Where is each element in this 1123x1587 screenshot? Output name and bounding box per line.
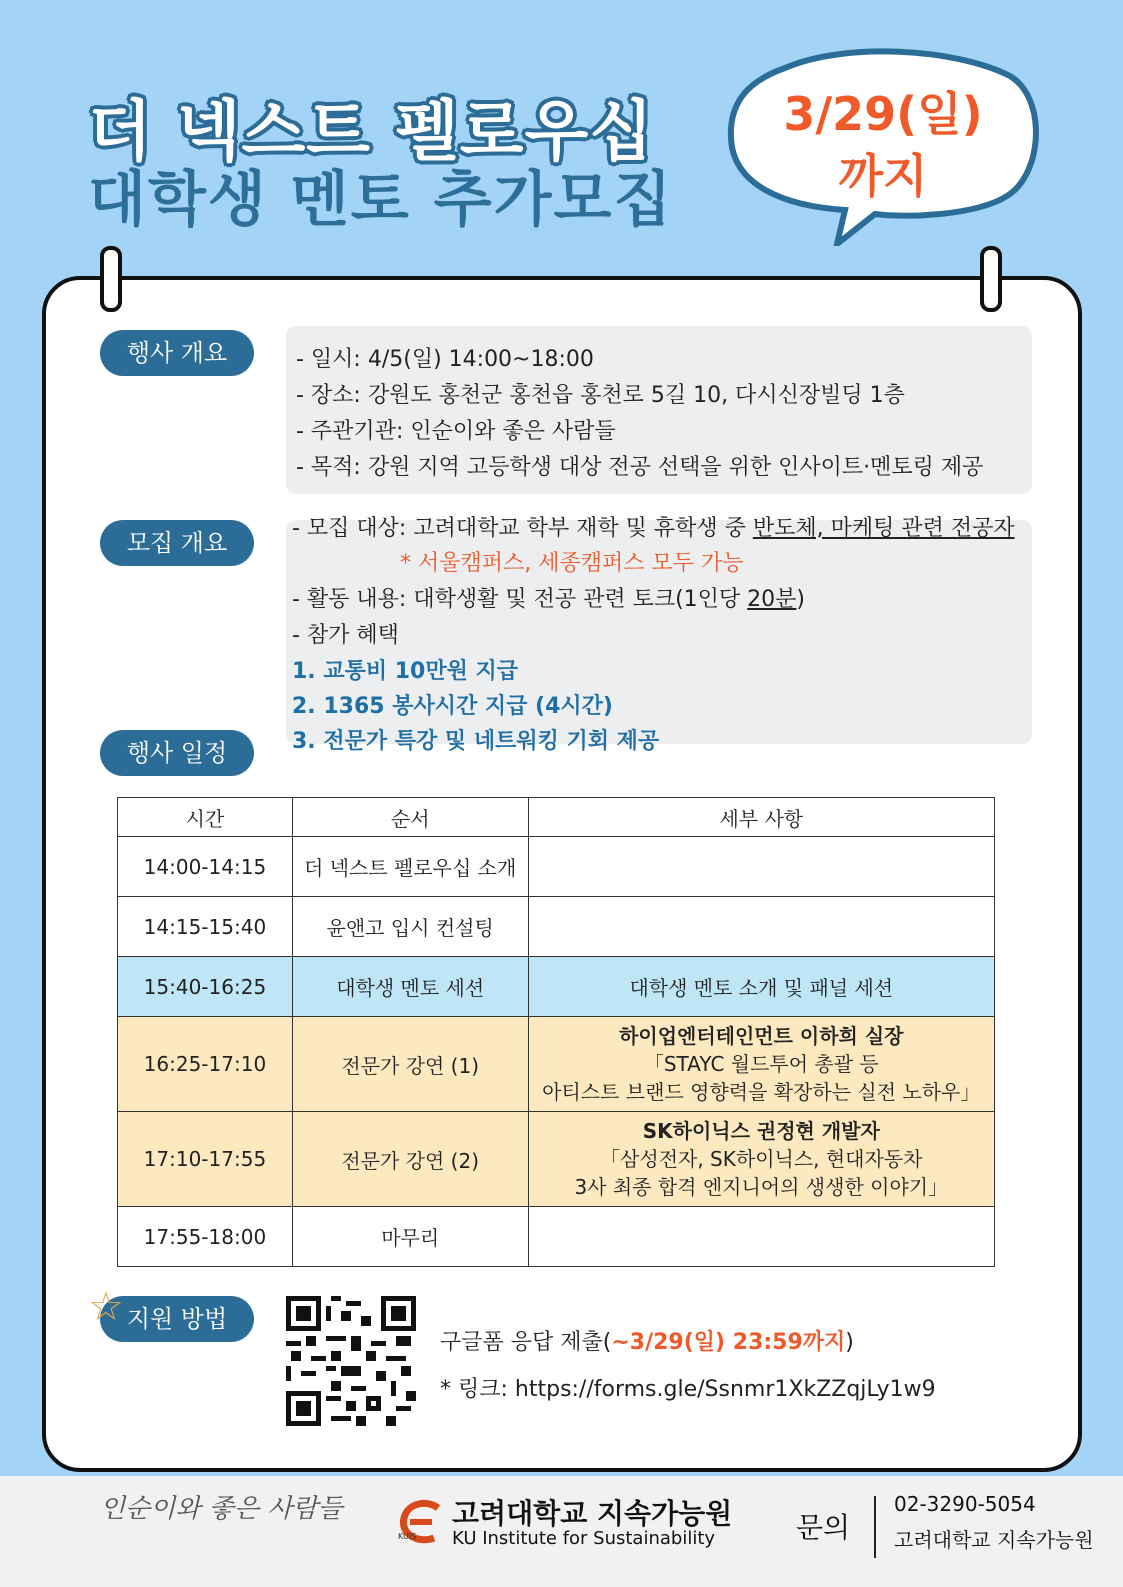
table-row [118, 957, 995, 1017]
cell-time: 14:15-15:40 [118, 897, 293, 957]
contact-org: 고려대학교 지속가능원 [894, 1528, 1094, 1552]
section-label-apply: 지원 방법 [100, 1296, 254, 1342]
detail-speaker: 하이업엔터테인먼트 이하희 실장 [619, 1024, 904, 1048]
header-order: 순서 [292, 798, 528, 837]
section-label-overview: 행사 개요 [100, 330, 254, 376]
detail-topic-line1: 「STAYC 월드투어 총괄 등 [643, 1052, 879, 1076]
title-line2: 대학생 멘토 추가모집 [88, 165, 674, 235]
cell-order: 마무리 [292, 1207, 528, 1267]
section-label-recruit: 모집 개요 [100, 520, 254, 566]
cell-order: 더 넥스트 펠로우십 소개 [292, 837, 528, 897]
apply-link[interactable]: * 링크: https://forms.gle/Ssnmr1XkZZqjLy1w9 [440, 1377, 936, 1402]
recruit-campus-note: * 서울캠퍼스, 세종캠퍼스 모두 가능 [400, 551, 744, 576]
section-label-schedule: 행사 일정 [100, 730, 254, 776]
binder-ring-right [980, 246, 1002, 312]
ku-logo-icon: KUIS [398, 1498, 446, 1546]
overview-purpose: - 목적: 강원 지역 고등학생 대상 전공 선택을 위한 인사이트·멘토링 제공 [296, 455, 984, 480]
recruit-activity: - 활동 내용: 대학생활 및 전공 관련 토크(1인당 20분) [292, 587, 806, 612]
cell-detail: 대학생 멘토 소개 및 패널 세션 [528, 957, 994, 1017]
schedule-table [117, 797, 995, 1267]
header-detail: 세부 사항 [528, 798, 994, 837]
cell-time: 17:10-17:55 [118, 1112, 293, 1207]
org-name-kr: 고려대학교 지속가능원 [452, 1497, 733, 1530]
cell-detail [528, 1112, 994, 1207]
footer [0, 1476, 1123, 1587]
table-row [118, 1207, 995, 1267]
cell-detail [528, 837, 994, 897]
cell-detail [528, 1017, 994, 1112]
qr-code[interactable] [286, 1296, 416, 1426]
recruit-benefit-heading: - 참가 혜택 [292, 623, 399, 648]
cell-order: 대학생 멘토 세션 [292, 957, 528, 1017]
detail-topic-line2: 3사 최종 합격 엔지니어의 생생한 이야기」 [574, 1175, 949, 1199]
cell-detail [528, 1207, 994, 1267]
table-row [118, 897, 995, 957]
recruit-target: - 모집 대상: 고려대학교 학부 재학 및 휴학생 중 반도체, 마케팅 관련 전공자 [292, 516, 1015, 541]
detail-topic-line2: 아티스트 브랜드 영향력을 확장하는 실전 노하우」 [542, 1080, 981, 1104]
cell-time: 16:25-17:10 [118, 1017, 293, 1112]
contact-label: 문의 [796, 1511, 851, 1544]
cell-time: 17:55-18:00 [118, 1207, 293, 1267]
divider [874, 1496, 876, 1558]
cell-order: 윤앤고 입시 컨설팅 [292, 897, 528, 957]
table-header-row [118, 798, 995, 837]
deadline-suffix: 까지 [838, 149, 928, 203]
detail-speaker: SK하이닉스 권정현 개발자 [642, 1119, 880, 1143]
deadline-date: 3/29(일) [783, 87, 983, 141]
star-icon: ☆ [88, 1284, 124, 1330]
contact-phone[interactable]: 02-3290-5054 [894, 1492, 1036, 1516]
header-time: 시간 [118, 798, 293, 837]
cell-order: 전문가 강연 (1) [292, 1017, 528, 1112]
apply-submit: 구글폼 응답 제출(~3/29(일) 23:59까지) [440, 1330, 854, 1355]
benefit-item: 2. 1365 봉사시간 지급 (4시간) [292, 694, 613, 719]
overview-host: - 주관기관: 인순이와 좋은 사람들 [296, 419, 616, 444]
benefit-item: 3. 전문가 특강 및 네트워킹 기회 제공 [292, 729, 660, 754]
cell-time: 14:00-14:15 [118, 837, 293, 897]
cell-detail [528, 897, 994, 957]
table-row [118, 1112, 995, 1207]
overview-date: - 일시: 4/5(일) 14:00~18:00 [296, 347, 594, 372]
benefit-item: 1. 교통비 10만원 지급 [292, 659, 519, 684]
detail-topic-line1: 「삼성전자, SK하이닉스, 현대자동차 [600, 1147, 923, 1171]
table-row [118, 837, 995, 897]
cell-time: 15:40-16:25 [118, 957, 293, 1017]
binder-ring-left [100, 246, 122, 312]
cell-order: 전문가 강연 (2) [292, 1112, 528, 1207]
title-line1: 더 넥스트 펠로우십 [88, 93, 655, 170]
signature-logo: 인순이와 좋은 사람들 [100, 1494, 343, 1524]
org-name-en: KU Institute for Sustainability [452, 1528, 716, 1549]
overview-place: - 장소: 강원도 홍천군 홍천읍 홍천로 5길 10, 다시신장빌딩 1층 [296, 383, 905, 408]
table-row [118, 1017, 995, 1112]
